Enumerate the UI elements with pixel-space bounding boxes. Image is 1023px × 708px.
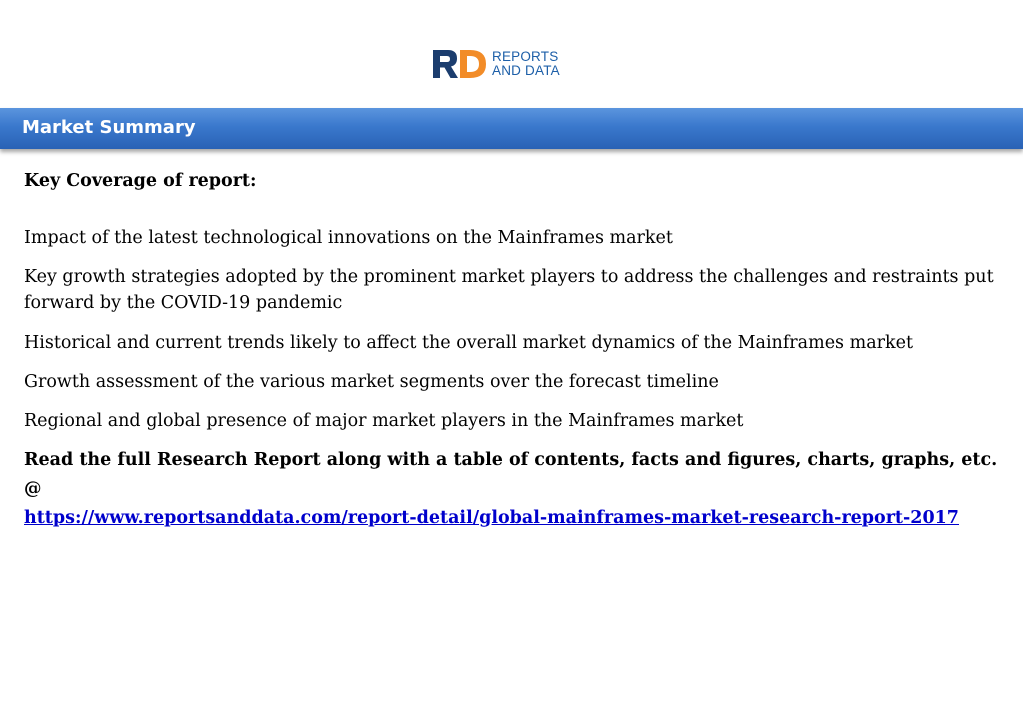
- coverage-item: Growth assessment of the various market segments over the forecast timeline: [24, 372, 719, 392]
- coverage-item: Key growth strategies adopted by the prominent market players to address the challenges and restraints put forward by the COVID-19 pandemic: [24, 267, 994, 313]
- rd-logo-icon: [432, 48, 488, 80]
- coverage-item: Historical and current trends likely to affect the overall market dynamics of the Mainframes market: [24, 333, 913, 353]
- coverage-heading: Key Coverage of report:: [24, 171, 257, 191]
- logo-wordmark: [492, 50, 560, 78]
- section-title: Market Summary: [22, 117, 196, 138]
- report-content: [24, 168, 1004, 533]
- coverage-item: Regional and global presence of major market players in the Mainframes market: [24, 411, 744, 431]
- logo-line-1: REPORTS: [492, 49, 559, 64]
- report-link[interactable]: https://www.reportsanddata.com/report-detail/global-mainframes-market-research-report-2017: [24, 508, 959, 528]
- brand-logo: [432, 47, 577, 81]
- logo-line-2: AND DATA: [492, 63, 560, 78]
- section-header-band: [0, 108, 1023, 149]
- cta-text: Read the full Research Report along with a table of contents, facts and figures, charts, graphs, etc. @: [24, 450, 998, 499]
- coverage-item: Impact of the latest technological innovations on the Mainframes market: [24, 228, 673, 248]
- call-to-action: [24, 446, 1004, 533]
